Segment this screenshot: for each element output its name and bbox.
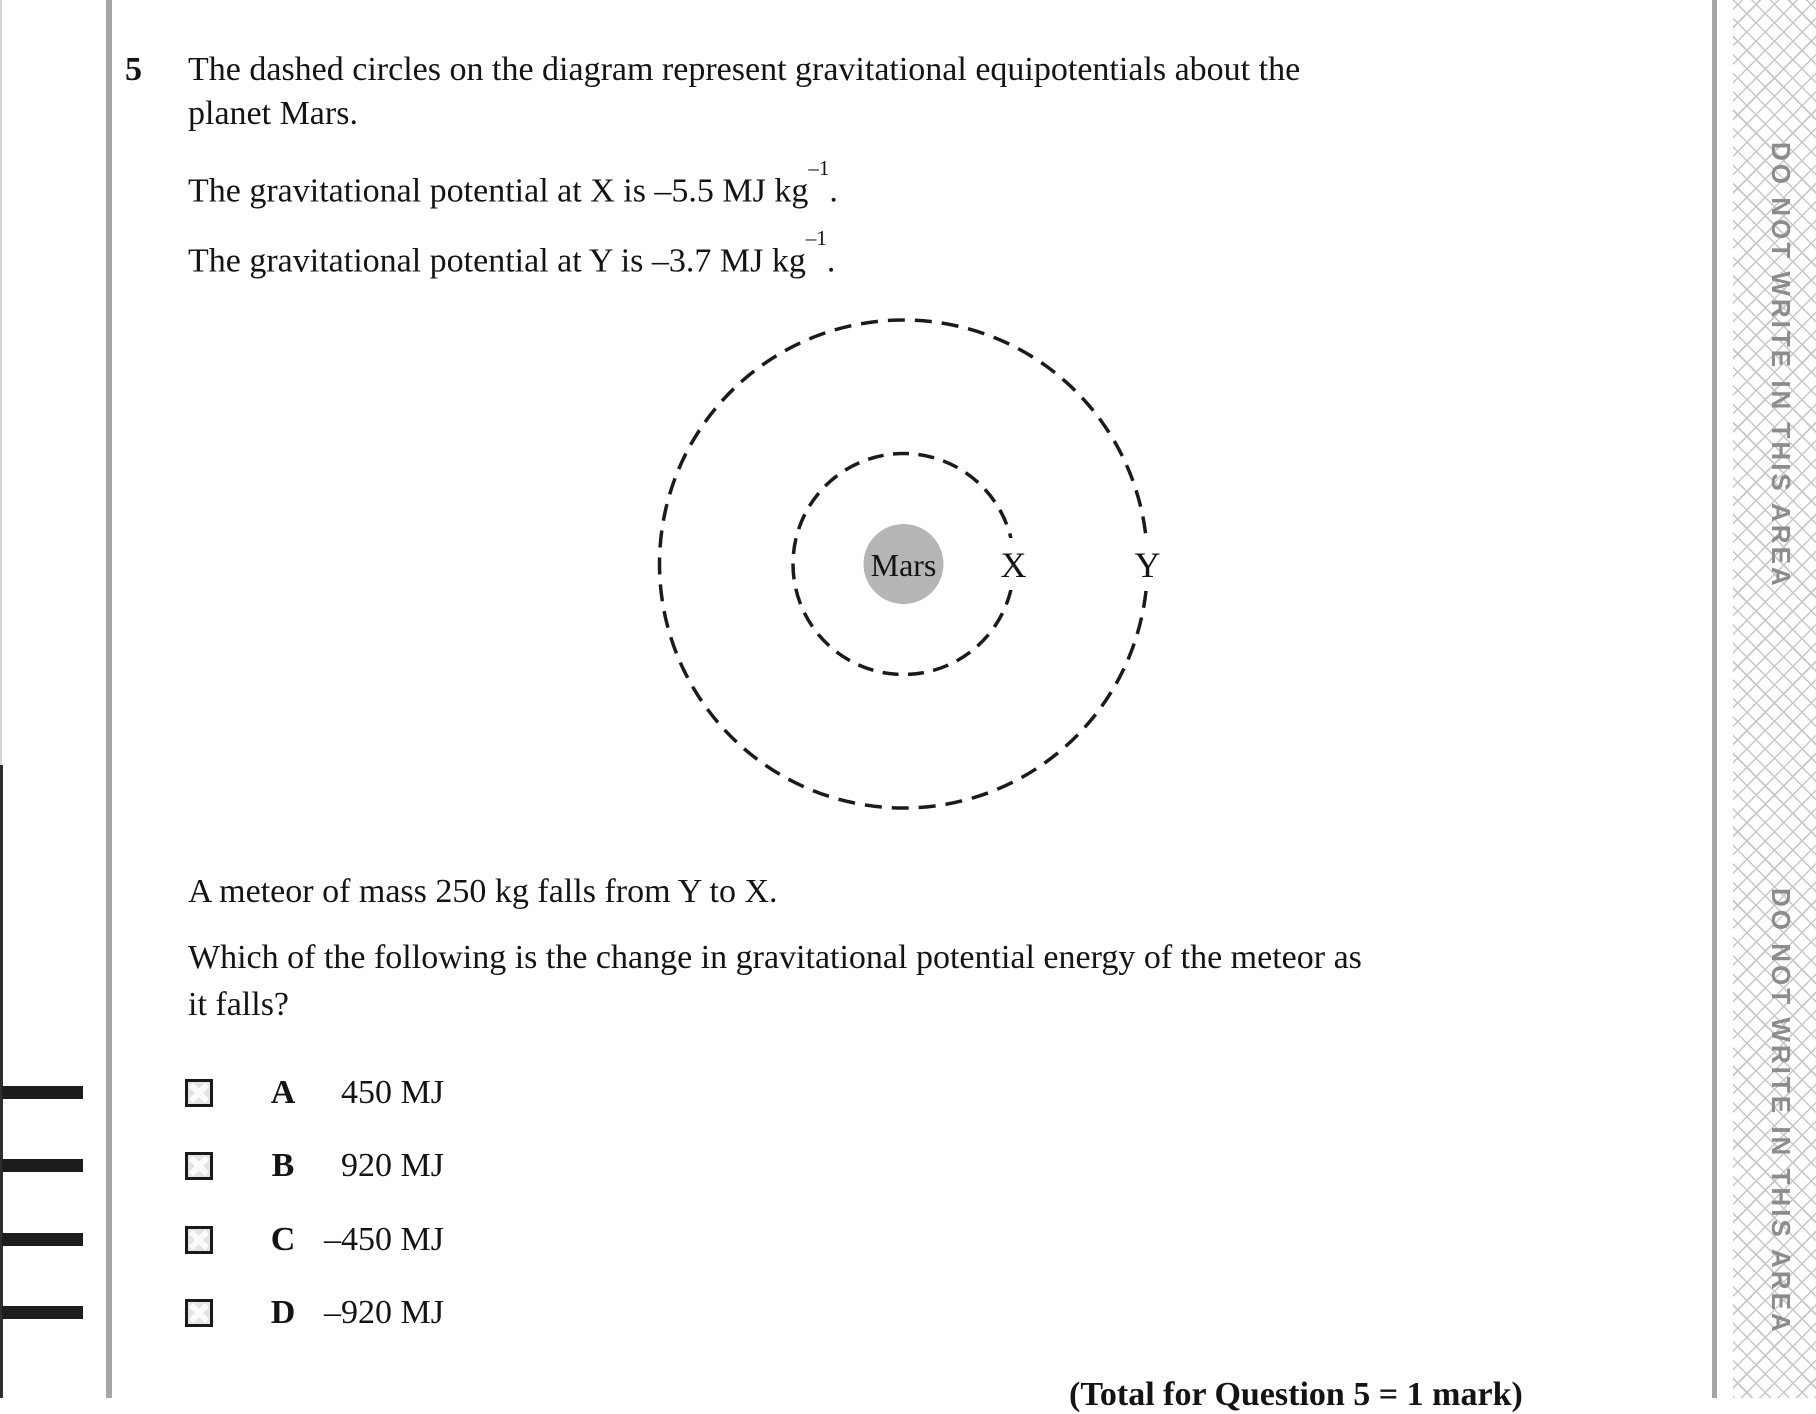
binding-mark (2, 1233, 83, 1246)
meteor-statement: A meteor of mass 250 kg falls from Y to X. (188, 873, 778, 910)
question-stem (188, 48, 1478, 136)
potential-y-text: The gravitational potential at Y is –3.7 MJ kg (188, 242, 806, 280)
equipotential-diagram (600, 280, 1220, 820)
binding-mark (2, 1306, 83, 1319)
potential-y-period: . (826, 242, 836, 280)
binding-mark (2, 1086, 83, 1099)
option-value: 920 MJ (341, 1147, 444, 1184)
potential-x-exponent: –1 (808, 156, 830, 180)
stem-line-2: planet Mars. (188, 95, 358, 132)
point-x-label: X (1000, 545, 1027, 585)
point-y-label: Y (1134, 545, 1161, 585)
answer-checkbox-b[interactable] (185, 1152, 213, 1180)
answer-checkbox-d[interactable] (185, 1299, 213, 1327)
answer-checkbox-c[interactable] (185, 1226, 213, 1254)
total-marks-line: (Total for Question 5 = 1 mark) (1069, 1376, 1523, 1413)
do-not-write-text-bottom: DO NOT WRITE IN THIS AREA (1766, 888, 1796, 1335)
option-letter: C (270, 1221, 296, 1258)
option-letter: B (271, 1147, 295, 1184)
ask-line-2: it falls? (188, 986, 290, 1023)
question-number: 5 (125, 51, 142, 88)
stem-line-1: The dashed circles on the diagram represent gravitational equipotentials about the (188, 51, 1301, 88)
ask-line-1: Which of the following is the change in gravitational potential energy of the meteor as (188, 939, 1362, 976)
potential-y-exponent: –1 (805, 226, 827, 250)
potential-at-x-line (188, 156, 838, 213)
option-value: 920 MJ (341, 1294, 444, 1331)
binding-mark (2, 1159, 83, 1172)
option-row-a (185, 1074, 444, 1111)
potential-x-period: . (829, 172, 838, 210)
option-sign: – (324, 1221, 341, 1258)
potential-x-text: The gravitational potential at X is –5.5 MJ kg (188, 172, 809, 210)
option-letter: D (270, 1294, 296, 1331)
left-margin-rule (106, 0, 112, 1398)
option-value: 450 MJ (341, 1221, 444, 1258)
answer-checkbox-a[interactable] (185, 1079, 213, 1107)
option-value: 450 MJ (341, 1074, 444, 1111)
cross-icon (188, 1302, 210, 1324)
do-not-write-text-top: DO NOT WRITE IN THIS AREA (1766, 142, 1796, 589)
option-row-b (185, 1147, 444, 1184)
page-left-edge-dark (0, 765, 3, 1398)
option-sign: – (324, 1294, 341, 1331)
cross-icon (188, 1155, 210, 1177)
cross-icon (188, 1082, 210, 1104)
option-row-d (185, 1294, 444, 1331)
mars-label: Mars (870, 547, 937, 583)
right-margin-rule (1712, 0, 1717, 1398)
option-letter: A (270, 1074, 296, 1111)
potential-at-y-line (188, 226, 836, 283)
option-row-c (185, 1221, 444, 1258)
question-ask (188, 934, 1498, 1028)
cross-icon (188, 1229, 210, 1251)
